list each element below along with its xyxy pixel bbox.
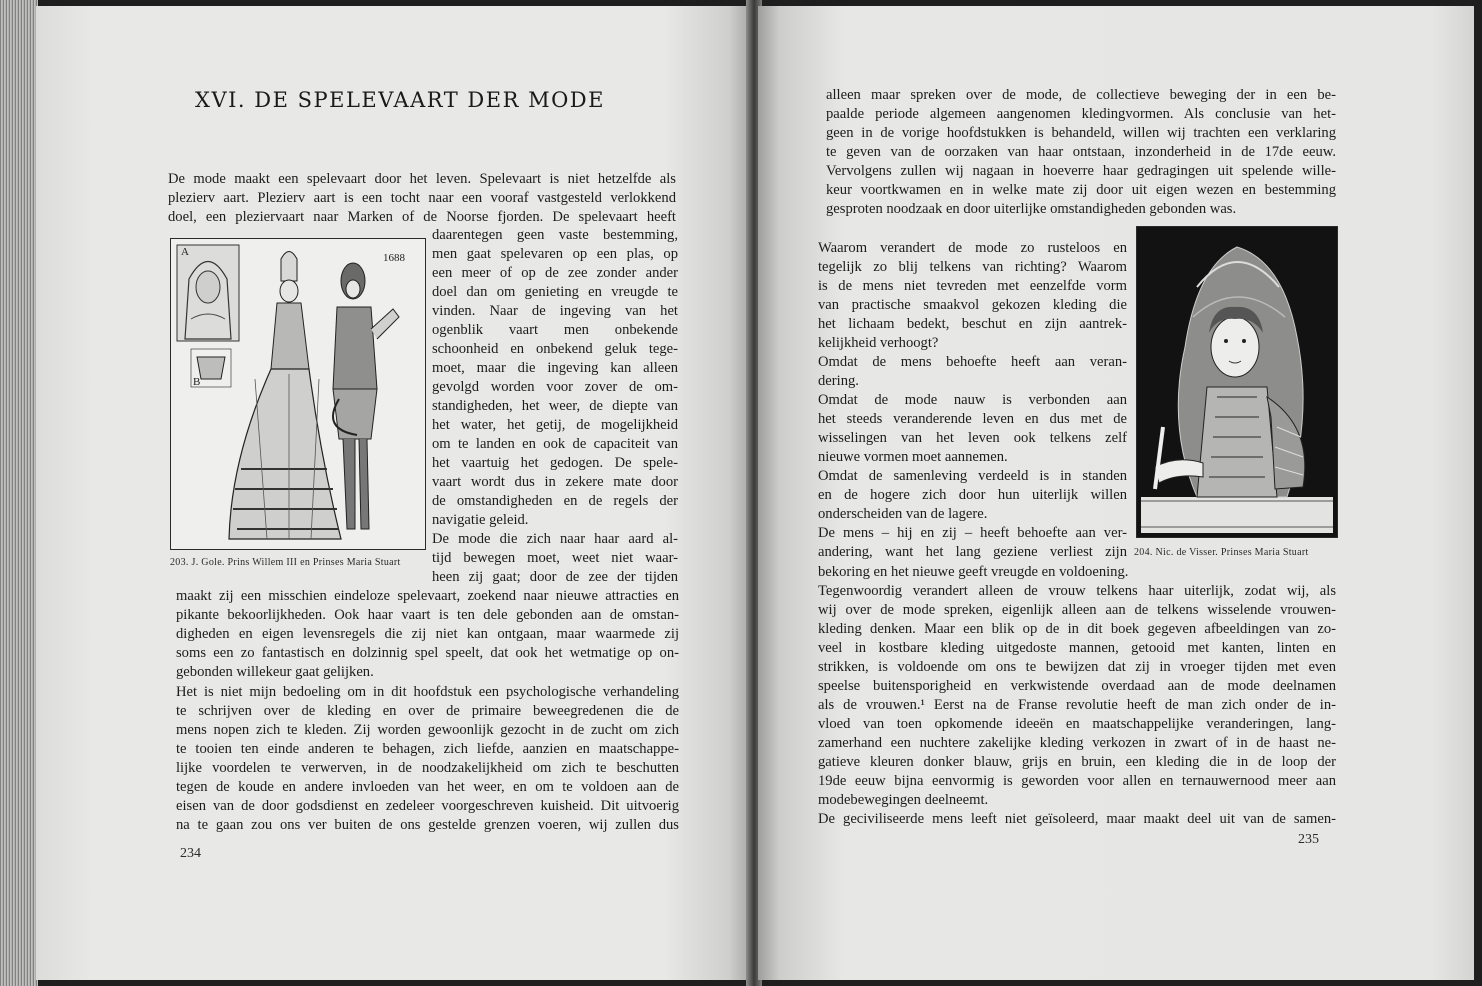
engraving-couple-icon xyxy=(171,239,425,549)
text-line: het vaartuig het gedogen. De spele- xyxy=(432,455,678,471)
text-line: De mode die zich naar haar aard al- xyxy=(432,531,678,547)
text-line: nieuwe vormen moet aannemen. xyxy=(818,449,1008,465)
text-line: het steeds veranderende leven en dus met de xyxy=(818,411,1127,427)
left-second-paragraph xyxy=(176,683,679,835)
text-line: navigatie geleid. xyxy=(432,512,529,528)
text-line: doel, een pleziervaart naar Marken of de Noorse fjorden. De spelevaart heeft xyxy=(168,209,676,225)
figure-corner-b: B xyxy=(193,376,201,388)
text-line: digheden en eigen levensregels die zij niet kan ontgaan, maar waarmede zij xyxy=(176,626,679,642)
text-line: na te gaan zou ons ver buiten de ons gestelde grenzen voeren, wij zullen dus xyxy=(176,817,679,833)
text-line: te schrijven over de kleding en over de primaire beweegredenen die de xyxy=(176,703,679,719)
text-line: keur voortkwamen en in welke mate zij door uit eigen wezen en bestemming xyxy=(826,182,1336,198)
text-line: gesproten noodzaak en door uiterlijke omstandigheden gebonden was. xyxy=(826,201,1237,217)
text-line: wij over de mode spreken, eigenlijk alleen aan de telkens wisselende vrouwen- xyxy=(818,602,1336,618)
chapter-title: XVI. DE SPELEVAART DER MODE xyxy=(195,88,605,112)
text-line: 19de eeuw bijna eenvormig is geworden voor allen en ternauwernood meer aan xyxy=(818,773,1336,789)
right-side-paragraph xyxy=(818,239,1127,562)
text-line: pikante bekoorlijkheden. Ook haar vaart is ten dele gebonden aan de omstan- xyxy=(176,607,679,623)
text-line: alleen maar spreken over de mode, de collectieve beweging der in een be- xyxy=(826,87,1336,103)
text-line: vaart wordt dus in zekere mate door xyxy=(432,474,678,490)
right-continuation-paragraph xyxy=(818,563,1336,829)
text-line: om te landen en ook de capaciteit van xyxy=(432,436,678,452)
text-line: De mode maakt een spelevaart door het leven. Spelevaart is niet hetzelfde als xyxy=(168,171,676,187)
figure-204-portrait xyxy=(1136,226,1338,538)
text-line: een meer of op de zee zonder ander xyxy=(432,265,678,281)
engraving-portrait-icon xyxy=(1137,227,1337,537)
text-line: onderscheiden van de lagere. xyxy=(818,506,988,522)
page-edges xyxy=(0,0,38,986)
text-line: Omdat de mens behoefte heeft aan veran- xyxy=(818,354,1127,370)
text-line: lijke voordelen te verwerven, in de noodzakelijkheid om zich te beschutten xyxy=(176,760,679,776)
text-line: te tooien ten einde anderen te behagen, zich liefde, aanzien en maatschappe- xyxy=(176,741,679,757)
text-line: het lichaam bedekt, beschut en zijn aantrek- xyxy=(818,316,1127,332)
text-line: de omstandigheden en de regels der xyxy=(432,493,678,509)
right-top-paragraph xyxy=(826,86,1336,219)
right-page-number: 235 xyxy=(1298,832,1319,847)
text-line: gatieve kleuren donker blauw, grijs en bruin, een kleding die in de loop der xyxy=(818,754,1336,770)
figure-corner-a: A xyxy=(181,246,189,258)
text-line: als de vrouwen.¹ Eerst na de Franse revolutie heeft de man zich onder de in- xyxy=(818,697,1336,713)
text-line: geen in de vorige hoofdstukken is behandeld, willen wij trachten een verklaring xyxy=(826,125,1336,141)
text-line: strikken, is voldoende om ons te bewijzen dat zij in vroeger tijden met even xyxy=(818,659,1336,675)
text-line: Tegenwoordig verandert alleen de vrouw telkens haar uiterlijk, zodat wij, als xyxy=(818,583,1336,599)
text-line: tegen de koude en andere invloeden van het weer, en om te voldoen aan de xyxy=(176,779,679,795)
left-continuation-paragraph xyxy=(176,587,679,682)
text-line: bekoring en het nieuwe geeft vreugde en voldoening. xyxy=(818,564,1129,580)
text-line: tegelijk zo blij telkens van richting? Waarom xyxy=(818,259,1127,275)
text-line: dering. xyxy=(818,373,859,389)
left-page-number: 234 xyxy=(180,846,201,861)
text-line: kelijkheid verhoogt? xyxy=(818,335,939,351)
text-line: te geven van de oorzaken van haar ontstaan, inzonderheid in de 17de eeuw. xyxy=(826,144,1336,160)
figure-203-caption: 203. J. Gole. Prins Willem III en Prinses Maria Stuart xyxy=(170,557,401,568)
text-line: daarentegen geen vaste bestemming, xyxy=(432,227,678,243)
text-line: gevolgd worden voor zover de om- xyxy=(432,379,678,395)
text-line: Vervolgens zullen wij nagaan in hoeverre haar gedragingen uit spelende wille- xyxy=(826,163,1336,179)
text-line: en de hogere zich door hun uiterlijk willen xyxy=(818,487,1127,503)
text-line: schoonheid en onbekend geluk tege- xyxy=(432,341,678,357)
text-line: standigheden, het weer, de diepte van xyxy=(432,398,678,414)
text-line: gebonden willekeur gaat gelijken. xyxy=(176,664,374,680)
text-line: kleding denken. Maar een blik op de in dit boek gegeven afbeeldingen van zo- xyxy=(818,621,1336,637)
text-line: maakt zij een misschien eindeloze spelevaart, zoekend naar nieuwe attracties en xyxy=(176,588,679,604)
text-line: eisen van de door godsdienst en zedeleer voorgeschreven kuisheid. Dit uitvoerig xyxy=(176,798,679,814)
text-line: modebewegingen deelneemt. xyxy=(818,792,989,808)
text-line: is de mens niet tevreden met eenzelfde vorm xyxy=(818,278,1127,294)
left-intro-paragraph xyxy=(168,170,676,227)
text-line: De geciviliseerde mens leeft niet geïsoleerd, maar maakt deel uit van de samen- xyxy=(818,811,1336,827)
text-line: andering, want het lang geziene verliest zijn xyxy=(818,544,1127,560)
text-line: paalde periode algemeen aangenomen kledingvormen. Als conclusie van het- xyxy=(826,106,1336,122)
text-line: wisselingen van het leven ook telkens zelf xyxy=(818,430,1127,446)
text-line: Het is niet mijn bedoeling om in dit hoofdstuk een psychologische verhandeling xyxy=(176,684,679,700)
text-line: moet, maar die ingeving kan alleen xyxy=(432,360,678,376)
text-line: Omdat de samenleving verdeeld is in standen xyxy=(818,468,1127,484)
text-line: mens nopen zich te kleden. Zij worden gewoonlijk gezocht in de zucht om zich xyxy=(176,722,679,738)
text-line: tijd bewegen moet, weet niet waar- xyxy=(432,550,678,566)
text-line: heen zij gaat; door de zee der tijden xyxy=(432,569,678,585)
text-line: Omdat de mode nauw is verbonden aan xyxy=(818,392,1127,408)
text-line: veel in kostbare kleding uitgedoste mannen, getooid met kanten, linten en xyxy=(818,640,1336,656)
text-line: het water, het getij, de mogelijkheid xyxy=(432,417,678,433)
text-line: vinden. Naar de ingeving van het xyxy=(432,303,678,319)
figure-year-label: 1688 xyxy=(383,252,405,264)
text-line: Waarom verandert de mode zo rusteloos en xyxy=(818,240,1127,256)
text-line: vloed van toen opkomende ideeën en maatschappelijke veranderingen, lang- xyxy=(818,716,1336,732)
text-line: plezierv aart. Plezierv aart is een tocht naar een vooraf vastgesteld verlokkend xyxy=(168,190,676,206)
left-side-paragraph xyxy=(432,226,678,587)
text-line: doel dan om genieting en vreugde te xyxy=(432,284,678,300)
text-line: van practische smaakvol gekozen kleding die xyxy=(818,297,1127,313)
text-line: men gaat spelevaren op een plas, op xyxy=(432,246,678,262)
text-line: speelse buitensporigheid en verkwistende overdaad aan de mode deelnamen xyxy=(818,678,1336,694)
text-line: zamerhand een nuchtere zakelijke kleding verkozen in zwart of in de haast ne- xyxy=(818,735,1336,751)
text-line: De mens – hij en zij – heeft behoefte aan ver- xyxy=(818,525,1127,541)
figure-204-caption: 204. Nic. de Visser. Prinses Maria Stuart xyxy=(1134,547,1309,558)
text-line: soms een zo fantastisch en dolzinnig spel speelt, dat ook het wetmatige op on- xyxy=(176,645,679,661)
figure-203-illustration xyxy=(170,238,426,550)
text-line: ogenblik vaart men onbekende xyxy=(432,322,678,338)
